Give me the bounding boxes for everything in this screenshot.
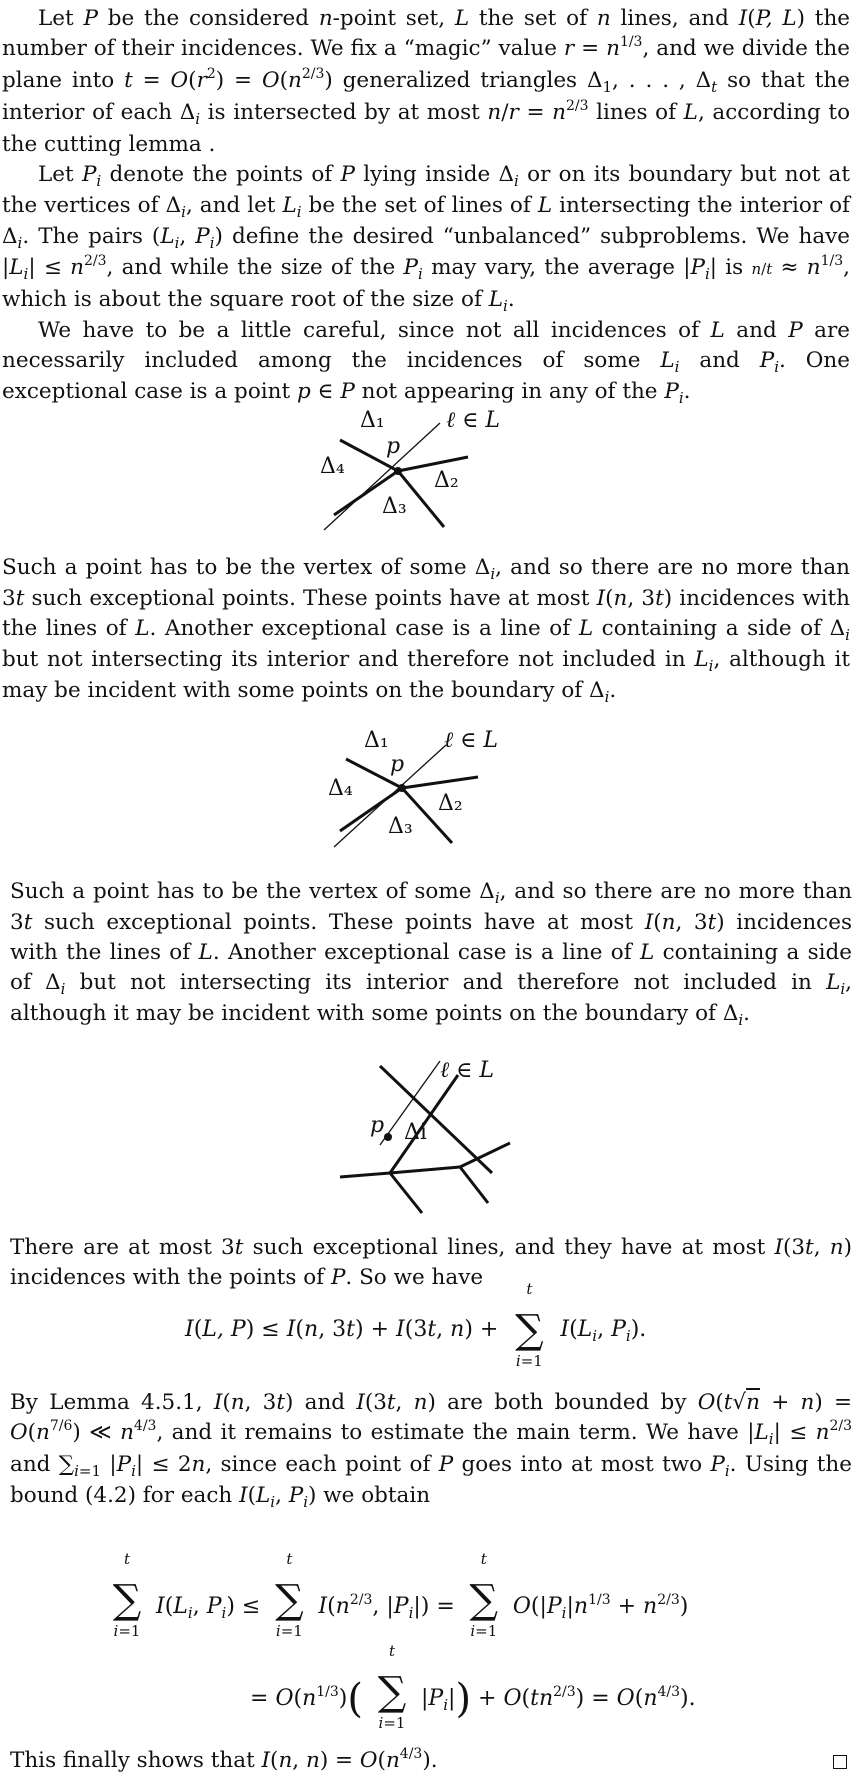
label-delta-1: Δ₁	[364, 728, 389, 753]
label-p: p	[370, 1113, 385, 1138]
equation-2: t ∑ i=1 $I(L_i$, $P_i$) ≤ t ∑ i=1 $I(n^{2/3}$, $|P_i|$) = t ∑ i=1 $O(|P_i|n^{1/3} + n^{2/3})$	[112, 1550, 689, 1640]
paragraph-5: Such a point has to be the vertex of some $\Delta_i$, and so there are no more than 3t such exceptional points. These points have at most I(n, 3t) incidences with the lines of L. Another exceptional case is a line of L containing a side of $\Delta_i$ but not intersecting its interior and therefore not included in $L_i$, although it may be incident with some points on the boundary of $\Delta_i$.	[10, 879, 853, 1029]
label-delta-3: Δ₃	[382, 494, 407, 519]
extension	[460, 1167, 488, 1203]
label-delta-2: Δ₂	[434, 468, 459, 493]
text-block-intro	[2, 4, 850, 408]
label-p: p	[386, 434, 401, 459]
label-delta-2: Δ₂	[438, 791, 463, 816]
text-block-3	[10, 877, 852, 1030]
point-p	[384, 1133, 392, 1141]
paragraph-1: Let P be the considered n-point set, L the set of n lines, and I(P, L) the number of their incidences. We fix a “magic” value $r = n^{1/3}$, and we divide the plane into $t = O(r^2) = O(n^{2/3})$ generalized triangles $\Delta_1$, . . . , $\Delta_t$ so that the interior of each $\Delta_i$ is intersected by at most $n/r = n^{2/3}$ lines of L, according to the cutting lemma .	[2, 6, 851, 157]
label-delta-i: Δi	[404, 1120, 427, 1145]
text-block-2	[2, 553, 850, 707]
text-block-5	[10, 1388, 852, 1512]
label-delta-1: Δ₁	[360, 408, 385, 433]
figure-exceptional-point-2	[328, 725, 528, 855]
paragraph-7: By Lemma 4.5.1, I(n, 3t) and I(3t, n) are both bounded by $O(t√n + n) = O(n^{7/6})$ ≪ $n^{4/3}$, and it remains to estimate the main term. We have $|L_i| \le n^{2/3}$ and $\sum_{i=1}$ $|P_i| \le 2n$, since each point of P goes into at most two $P_i$. Using the bound (4.2) for each $I(L_i$, $P_i$) we obtain	[10, 1390, 853, 1511]
label-ell-in-L: ℓ ∈ L	[444, 728, 499, 753]
paragraph-3: We have to be a little careful, since not all incidences of L and P are necessarily included among the incidences of some $L_i$ and $P_i$. One exceptional case is a point p ∈ P not appearing in any of the $P_i$.	[2, 318, 850, 407]
extension	[460, 1143, 510, 1167]
label-delta-3: Δ₃	[388, 814, 413, 839]
figure-exceptional-point-1	[320, 405, 520, 535]
extension	[390, 1173, 422, 1213]
label-delta-4: Δ₄	[320, 454, 345, 479]
label-p: p	[390, 752, 405, 777]
equation-1: I(L, P) ≤ I(n, 3t) + I(3t, n) + t ∑ i=1 $I(L_i$, $P_i$).	[185, 1280, 647, 1370]
text-block-final	[10, 1746, 852, 1778]
figure-exceptional-line	[340, 1055, 560, 1215]
label-ell-in-L: ℓ ∈ L	[440, 1058, 495, 1083]
qed-square-icon	[833, 1755, 847, 1769]
triangle-side	[390, 1167, 460, 1173]
paragraph-4: Such a point has to be the vertex of some $\Delta_i$, and so there are no more than 3t such exceptional points. These points have at most I(n, 3t) incidences with the lines of L. Another exceptional case is a line of L containing a side of $\Delta_i$ but not intersecting its interior and therefore not included in $L_i$, although it may be incident with some points on the boundary of $\Delta_i$.	[2, 555, 850, 706]
label-delta-4: Δ₄	[328, 776, 353, 801]
boundary-segment	[402, 777, 478, 788]
point-p	[398, 784, 406, 792]
paragraph-6: There are at most 3t such exceptional lines, and they have at most I(3t, n) incidences with the points of P. So we have	[10, 1235, 852, 1290]
label-ell-in-L: ℓ ∈ L	[446, 408, 501, 433]
paragraph-8: This finally shows that I(n, $n) = O(n^{4/3})$.	[10, 1746, 438, 1773]
equation-3: = $O(n^{1/3})$( t ∑ i=1 $|P_i|) + O(tn^{2/3}) = O(n^{4/3})$.	[250, 1642, 696, 1732]
point-p	[394, 467, 402, 475]
extension	[340, 1173, 390, 1177]
paragraph-2: Let $P_i$ denote the points of P lying inside $\Delta_i$ or on its boundary but not at the vertices of $\Delta_i$, and let $L_i$ be the set of lines of L intersecting the interior of $\Delta_i$. The pairs ($L_i$, $P_i$) define the desired “unbalanced” subproblems. We have $|L_i| \le n^{2/3}$, and while the size of the $P_i$ may vary, the average $|P_i|$ is $n/t \approx n^{1/3}$, which is about the square root of the size of $L_i$.	[2, 162, 851, 315]
text-block-4	[10, 1233, 852, 1293]
